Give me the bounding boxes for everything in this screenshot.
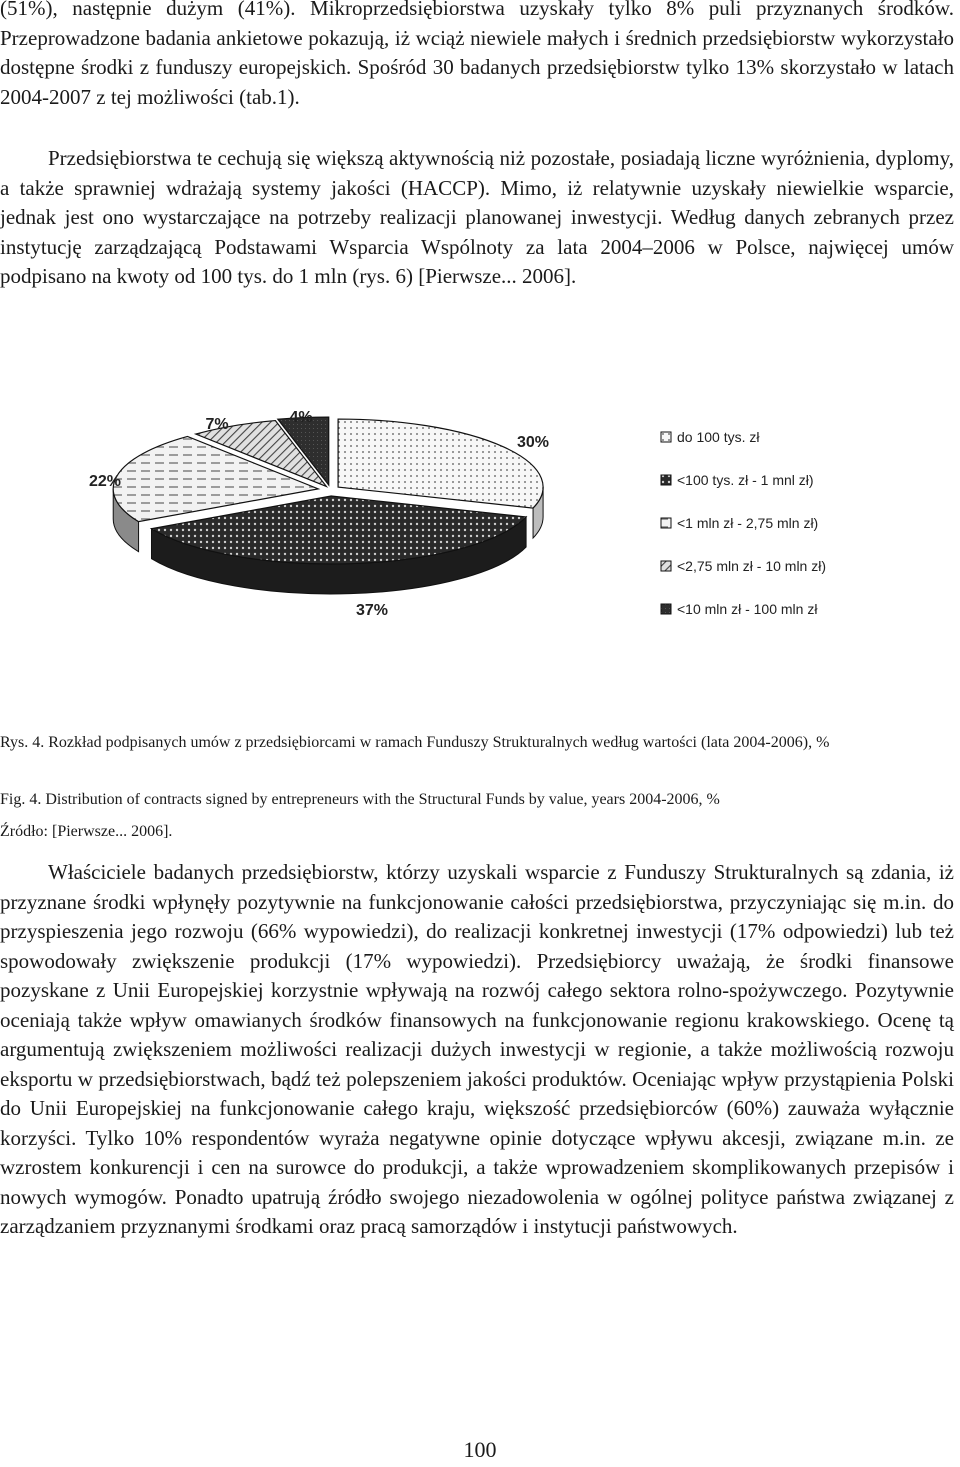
legend-label: <100 tys. zł - 1 mnl zł) [677,472,814,488]
data-label-do-100k: 30% [516,434,550,451]
chart-legend [661,429,826,617]
data-label-2-75m-10m: 7% [205,416,229,433]
data-label-1m-2-75m: 22% [88,473,122,490]
data-label-10m-100m: 4% [289,409,313,426]
legend-swatch [661,604,671,614]
legend-label: do 100 tys. zł [677,429,760,445]
legend-item-1m-2-75m [661,515,818,531]
figure-source: Źródło: [Pierwsze... 2006]. [0,823,173,840]
legend-item-2-75m-10m [661,558,826,574]
legend-swatch [661,518,671,528]
pie-chart-svg [0,395,960,630]
legend-swatch [661,432,671,442]
legend-label: <10 mln zł - 100 mln zł [677,601,818,617]
legend-label: <2,75 mln zł - 10 mln zł) [677,558,826,574]
legend-item-10m-100m [661,601,818,617]
figure-caption-english: Fig. 4. Distribution of contracts signed by entrepreneurs with the Structural Funds by value, years 2004-2006, % [0,791,720,808]
paragraph-intro: (51%), następnie dużym (41%). Mikroprzedsiębiorstwa uzyskały tylko 8% puli przyznanych środków. Przeprowadzone badania ankietowe pokazują, iż wciąż niewiele małych i średnich przedsiębiorstw wykorzystało dostępne środki z funduszy europejskich. Spośród 30 badanych przedsiębiorstw tylko 13% skorzystało w latach 2004-2007 z tej możliwości (tab.1). [0,0,954,109]
pie-slices [113,417,543,594]
legend-label: <1 mln zł - 2,75 mln zł) [677,515,819,531]
paragraph-owners-opinion: Właściciele badanych przedsiębiorstw, którzy uzyskali wsparcie z Funduszy Strukturalnych są zdania, iż przyznane środki wpłynęły pozytywnie na funkcjonowanie całości przedsiębiorstwa, przyczyniając się m.in. do przyspieszenia jego rozwoju (66% wypowiedzi), do realizacji konkretnej inwestycji (17% odpowiedzi) lub też spowodowały zwiększenie produkcji (17% wypowiedzi). Przedsiębiorcy uważają, że środki finansowe pozyskane z Unii Europejskiej korzystnie wpływają na rozwój całego sektora rolno-spożywczego. Pozytywnie oceniają także wpływ omawianych środków finansowych na funkcjonowanie regionu krakowskiego. Ocenę tą argumentują zwiększeniem możliwości realizacji dużych inwestycji w regionie, a także możliwością rozwoju eksportu w przedsiębiorstwach, bądź też polepszeniem jakości produktów. Oceniając wpływ przystąpienia Polski do Unii Europejskiej na funkcjonowanie całego kraju, większość przedsiębiorców (60%) zauważa wyłącznie korzyści. Tylko 10% respondentów wyraża negatywne opinie dotyczące wpływu akcesji, związane m.in. ze wzrostem konkurencji i cen na surowce do produkcji, a także wprowadzeniem skomplikowanych przepisów i nowych wymogów. Ponadto upatrują źródło swojego niezadowolenia w ogólnej polityce państwa związanej z zarządzaniem przyznanymi środkami oraz pracą samorządów i instytucji państwowych. [0,860,954,1238]
pie-chart [0,395,960,630]
legend-item-do-100k [661,429,760,445]
pie-slice-100k-1m [151,496,526,594]
data-label-100k-1m: 37% [355,602,389,619]
paragraph-enterprises: Przedsiębiorstwa te cechują się większą aktywnością niż pozostałe, posiadają liczne wyróżnienia, dyplomy, a także sprawniej wdrażają systemy jakości (HACCP). Mimo, iż relatywnie uzyskały niewielkie wsparcie, jednak jest ono wystarczające na potrzeby realizacji planowanej inwestycji. Według danych zebranych przez instytucję zarządzającą Podstawami Wsparcia Wspólnoty za lata 2004–2006 w Polsce, najwięcej umów podpisano na kwoty od 100 tys. do 1 mln (rys. 6) [Pierwsze... 2006]. [0,146,954,288]
legend-swatch [661,561,671,571]
figure-caption-polish: Rys. 4. Rozkład podpisanych umów z przedsiębiorcami w ramach Funduszy Strukturalnych według wartości (lata 2004-2006), % [0,734,830,751]
pie-slice-top [338,419,543,508]
page-number: 100 [463,1437,497,1462]
legend-item-100k-1m [661,472,814,488]
legend-swatch [661,475,671,485]
